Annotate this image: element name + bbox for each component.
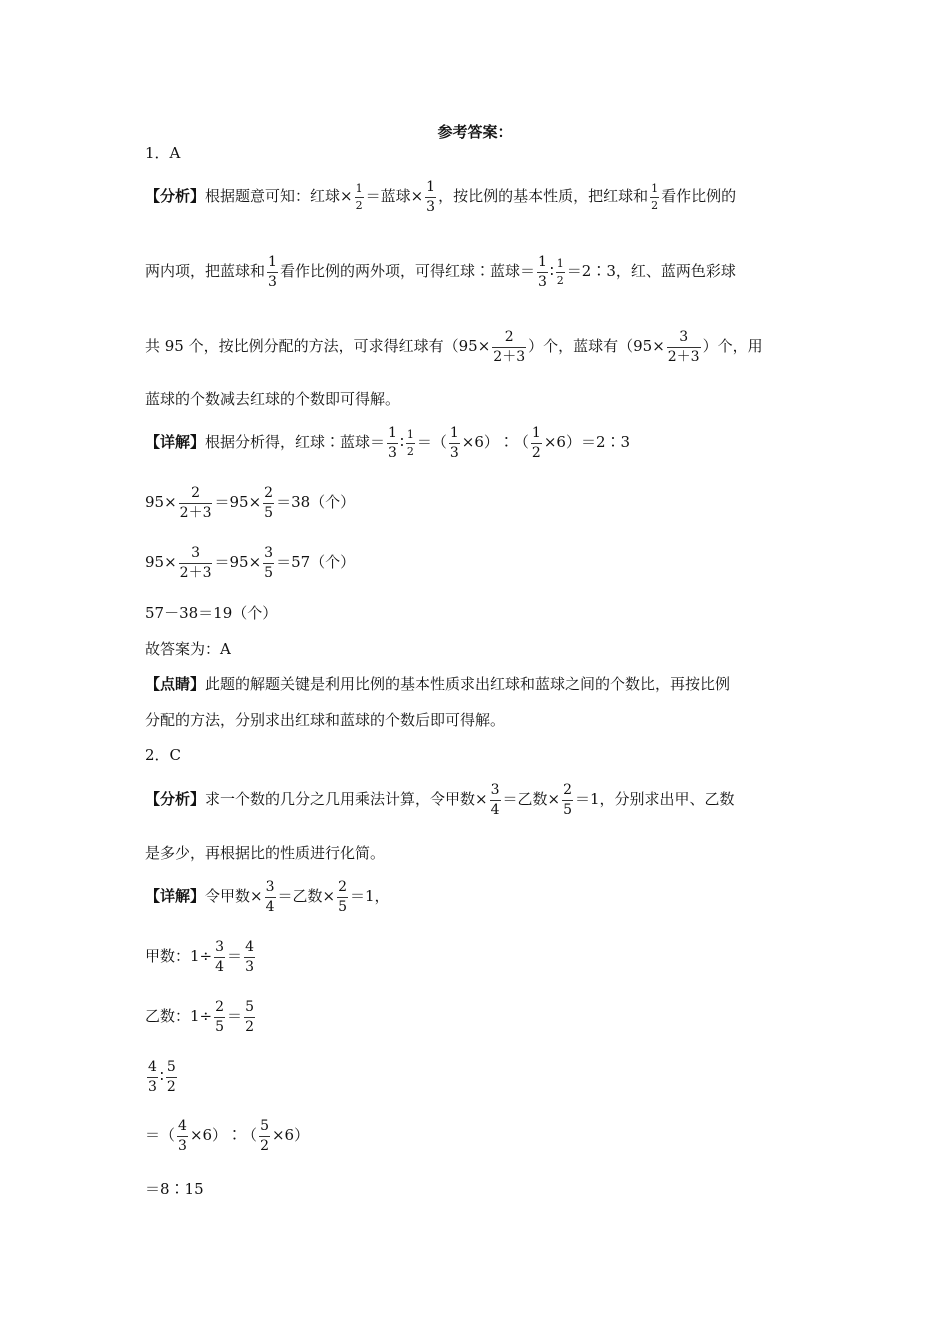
fraction: $\frac{2}{5}$ <box>215 999 225 1035</box>
fraction: $\frac{1}{3}$ <box>449 425 459 461</box>
fraction: $\frac{3}{4}$ <box>265 879 275 915</box>
fraction: $\frac{3}{2+3}$ <box>179 545 212 581</box>
fraction: $\frac{3}{2+3}$ <box>667 329 700 365</box>
q1-calc-diff: 57－38＝19（个） <box>145 604 278 622</box>
q1-calc-red: 95× $\frac{2}{2+3}$ ＝95× $\frac{2}{5}$ ＝38（个） <box>145 485 356 521</box>
fraction: $\frac{1}{2}$ <box>355 182 363 212</box>
analysis-tag: 【分析】 <box>145 790 206 809</box>
q1-calc-blue: 95× $\frac{3}{2+3}$ ＝95× $\frac{3}{5}$ ＝57（个） <box>145 545 356 581</box>
fraction: $\frac{5}{2}$ <box>166 1059 176 1095</box>
fraction: $\frac{3}{4}$ <box>490 782 500 818</box>
analysis-tag: 【分析】 <box>145 187 206 206</box>
q1-analysis-line3: 共 95 个，按比例分配的方法，可求得红球有（95× $\frac{2}{2+3}$ ）个，蓝球有（95× $\frac{3}{2+3}$ ）个，用 <box>145 329 763 365</box>
fraction: $\frac{5}{2}$ <box>260 1118 269 1154</box>
q1-detail-line1: 【详解】根据分析得，红球∶蓝球＝ $\frac{1}{3}$ ∶ $\frac{1}{2}$ ＝（ $\frac{1}{3}$ ×6）∶（ $\frac{1}{2}$ ×6）＝2∶3 <box>145 425 631 461</box>
fraction: $\frac{1}{3}$ <box>537 254 547 290</box>
fraction: $\frac{2}{2+3}$ <box>179 485 212 521</box>
fraction: $\frac{4}{3}$ <box>245 939 254 975</box>
q2-jia: 甲数：1÷ $\frac{3}{4}$ ＝ $\frac{4}{3}$ <box>145 939 254 975</box>
fraction: $\frac{1}{2}$ <box>406 428 414 458</box>
fraction: $\frac{2}{5}$ <box>338 879 348 915</box>
fraction: $\frac{4}{3}$ <box>178 1118 187 1154</box>
detail-tag: 【详解】 <box>145 433 206 452</box>
fraction: $\frac{3}{4}$ <box>215 939 225 975</box>
q2-analysis-line1: 【分析】求一个数的几分之几用乘法计算，令甲数× $\frac{3}{4}$ ＝乙数× $\frac{2}{5}$ ＝1，分别求出甲、乙数 <box>145 782 735 818</box>
fraction: $\frac{1}{3}$ <box>388 425 397 461</box>
fraction: $\frac{1}{2}$ <box>556 257 564 287</box>
fraction: $\frac{2}{2+3}$ <box>493 329 526 365</box>
q1-answer: 故答案为：A <box>145 640 231 658</box>
q2-ratio: $\frac{4}{3}$ ∶ $\frac{5}{2}$ <box>148 1059 176 1095</box>
q1-analysis-line4: 蓝球的个数减去红球的个数即可得解。 <box>145 390 401 408</box>
q2-final: ＝8∶15 <box>145 1180 204 1198</box>
fraction: $\frac{1}{2}$ <box>531 425 541 461</box>
q1-analysis-line2: 两内项，把蓝球和 $\frac{1}{3}$ 看作比例的两外项，可得红球∶蓝球＝ $\frac{1}{3}$ ∶ $\frac{1}{2}$ ＝2∶3，红、蓝两色彩球 <box>145 254 736 290</box>
fraction: $\frac{4}{3}$ <box>148 1059 157 1095</box>
q2-label: 2．C <box>145 746 182 764</box>
q1-note-line1: 【点睛】此题的解题关键是利用比例的基本性质求出红球和蓝球之间的个数比，再按比例 <box>145 675 731 693</box>
fraction: $\frac{5}{2}$ <box>245 999 254 1035</box>
q2-analysis-line2: 是多少，再根据比的性质进行化简。 <box>145 844 386 862</box>
fraction: $\frac{2}{5}$ <box>264 485 274 521</box>
q1-analysis-line1: 【分析】根据题意可知：红球× $\frac{1}{2}$ ＝蓝球× $\frac{1}{3}$ ，按比例的基本性质，把红球和 $\frac{1}{2}$ 看作比例的 <box>145 179 737 215</box>
q1-note-line2: 分配的方法，分别求出红球和蓝球的个数后即可得解。 <box>145 711 506 729</box>
q2-detail-line1: 【详解】令甲数× $\frac{3}{4}$ ＝乙数× $\frac{2}{5}$ ＝1， <box>145 879 390 915</box>
fraction: $\frac{1}{2}$ <box>651 182 659 212</box>
q1-label: 1．A <box>145 144 181 162</box>
fraction: $\frac{3}{5}$ <box>264 545 274 581</box>
q2-yi: 乙数：1÷ $\frac{2}{5}$ ＝ $\frac{5}{2}$ <box>145 999 254 1035</box>
fraction: $\frac{2}{5}$ <box>563 782 573 818</box>
fraction: $\frac{1}{3}$ <box>426 179 436 215</box>
detail-tag: 【详解】 <box>145 887 206 906</box>
page-title: 参考答案： <box>437 123 513 141</box>
q2-simplify: ＝（ $\frac{4}{3}$ ×6）∶（ $\frac{5}{2}$ ×6） <box>145 1118 310 1154</box>
note-tag: 【点睛】 <box>145 675 206 693</box>
fraction: $\frac{1}{3}$ <box>268 254 277 290</box>
